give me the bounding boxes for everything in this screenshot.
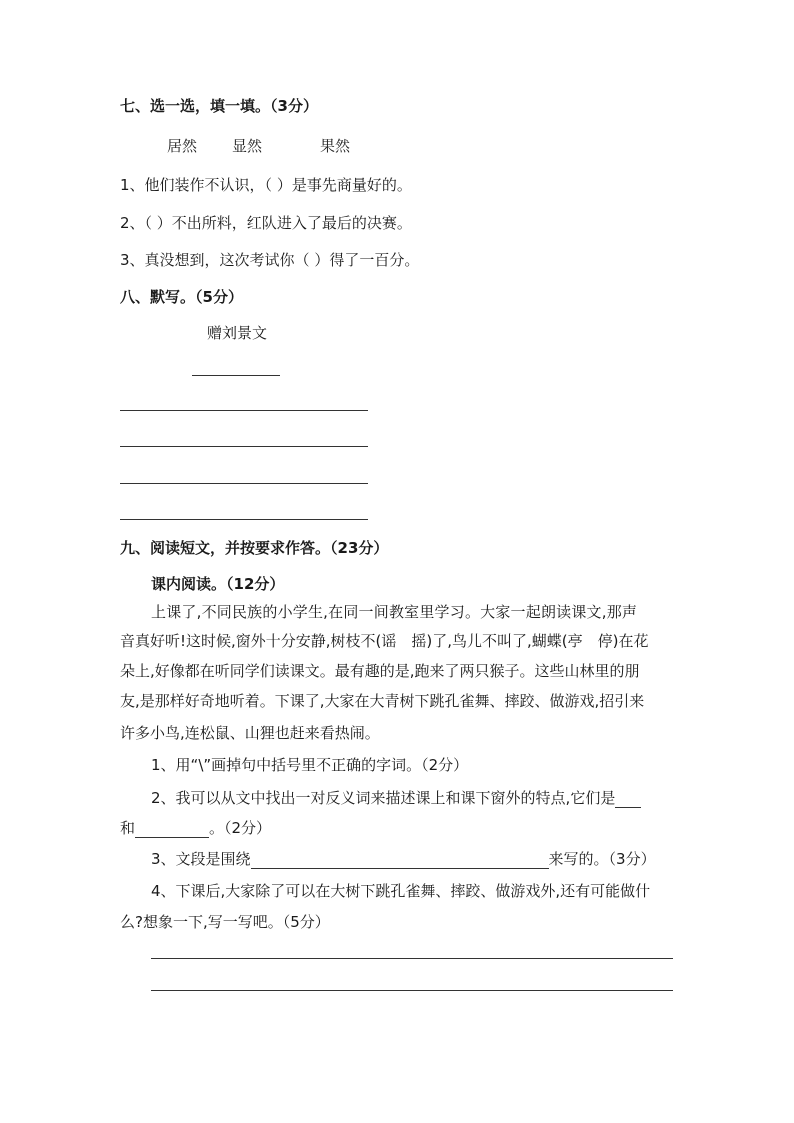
author-blank-line[interactable] bbox=[192, 375, 280, 376]
antonym-blank-2[interactable] bbox=[135, 821, 209, 838]
passage-line: 上课了,不同民族的小学生,在同一间教室里学习。大家一起朗读课文,那声 bbox=[151, 603, 638, 621]
passage-line: 朵上,好像都在听同学们读课文。最有趣的是,跑来了两只猴子。这些山林里的朋 bbox=[120, 662, 640, 680]
answer-line[interactable] bbox=[120, 446, 368, 447]
option-3: 果然 bbox=[320, 137, 351, 155]
s9-question-3 bbox=[151, 849, 656, 869]
poem-title: 赠刘景文 bbox=[207, 324, 268, 342]
s9-question-4: 4、下课后,大家除了可以在大树下跳孔雀舞、摔跤、做游戏外,还有可能做什 bbox=[151, 882, 651, 900]
q2-points: 。（2分） bbox=[209, 819, 272, 837]
option-1: 居然 bbox=[167, 137, 198, 155]
answer-line[interactable] bbox=[120, 410, 368, 411]
section-7-title: 七、选一选，填一填。（3分） bbox=[120, 97, 318, 115]
s9-question-2-text: 2、我可以从文中找出一对反义词来描述课上和课下窗外的特点,它们是 bbox=[151, 789, 616, 807]
answer-line[interactable] bbox=[151, 990, 673, 991]
section-9-title: 九、阅读短文，并按要求作答。（23分） bbox=[120, 539, 389, 557]
s7-question-3: 3、真没想到，这次考试你（ ）得了一百分。 bbox=[120, 251, 420, 269]
s9-question-2-cont bbox=[120, 818, 271, 838]
q3-post-text: 来写的。（3分） bbox=[548, 850, 656, 868]
q3-pre-text: 3、文段是围绕 bbox=[151, 850, 251, 868]
answer-line[interactable] bbox=[120, 483, 368, 484]
answer-line[interactable] bbox=[120, 519, 368, 520]
topic-blank[interactable] bbox=[251, 852, 549, 869]
s9-question-1: 1、用“\”画掉句中括号里不正确的字词。（2分） bbox=[151, 756, 469, 774]
option-2: 显然 bbox=[232, 137, 263, 155]
passage-line: 友,是那样好奇地听着。下课了,大家在大青树下跳孔雀舞、摔跤、做游戏,招引来 bbox=[120, 692, 645, 710]
s9-question-4-cont: 么?想象一下,写一写吧。（5分） bbox=[120, 913, 330, 931]
s7-question-2: 2、（ ）不出所料，红队进入了最后的决赛。 bbox=[120, 214, 412, 232]
antonym-blank-1[interactable] bbox=[615, 791, 641, 808]
q2-and-text: 和 bbox=[120, 819, 136, 837]
reading-subtitle: 课内阅读。（12分） bbox=[151, 575, 285, 593]
passage-line: 许多小鸟,连松鼠、山狸也赶来看热闹。 bbox=[120, 724, 380, 742]
s9-question-2 bbox=[151, 788, 641, 808]
passage-line: 音真好听!这时候,窗外十分安静,树枝不(谣 摇)了,鸟儿不叫了,蝴蝶(亭 停)在花 bbox=[120, 632, 649, 650]
s7-question-1: 1、他们装作不认识，（ ）是事先商量好的。 bbox=[120, 176, 412, 194]
section-8-title: 八、默写。（5分） bbox=[120, 288, 243, 306]
answer-line[interactable] bbox=[151, 958, 673, 959]
